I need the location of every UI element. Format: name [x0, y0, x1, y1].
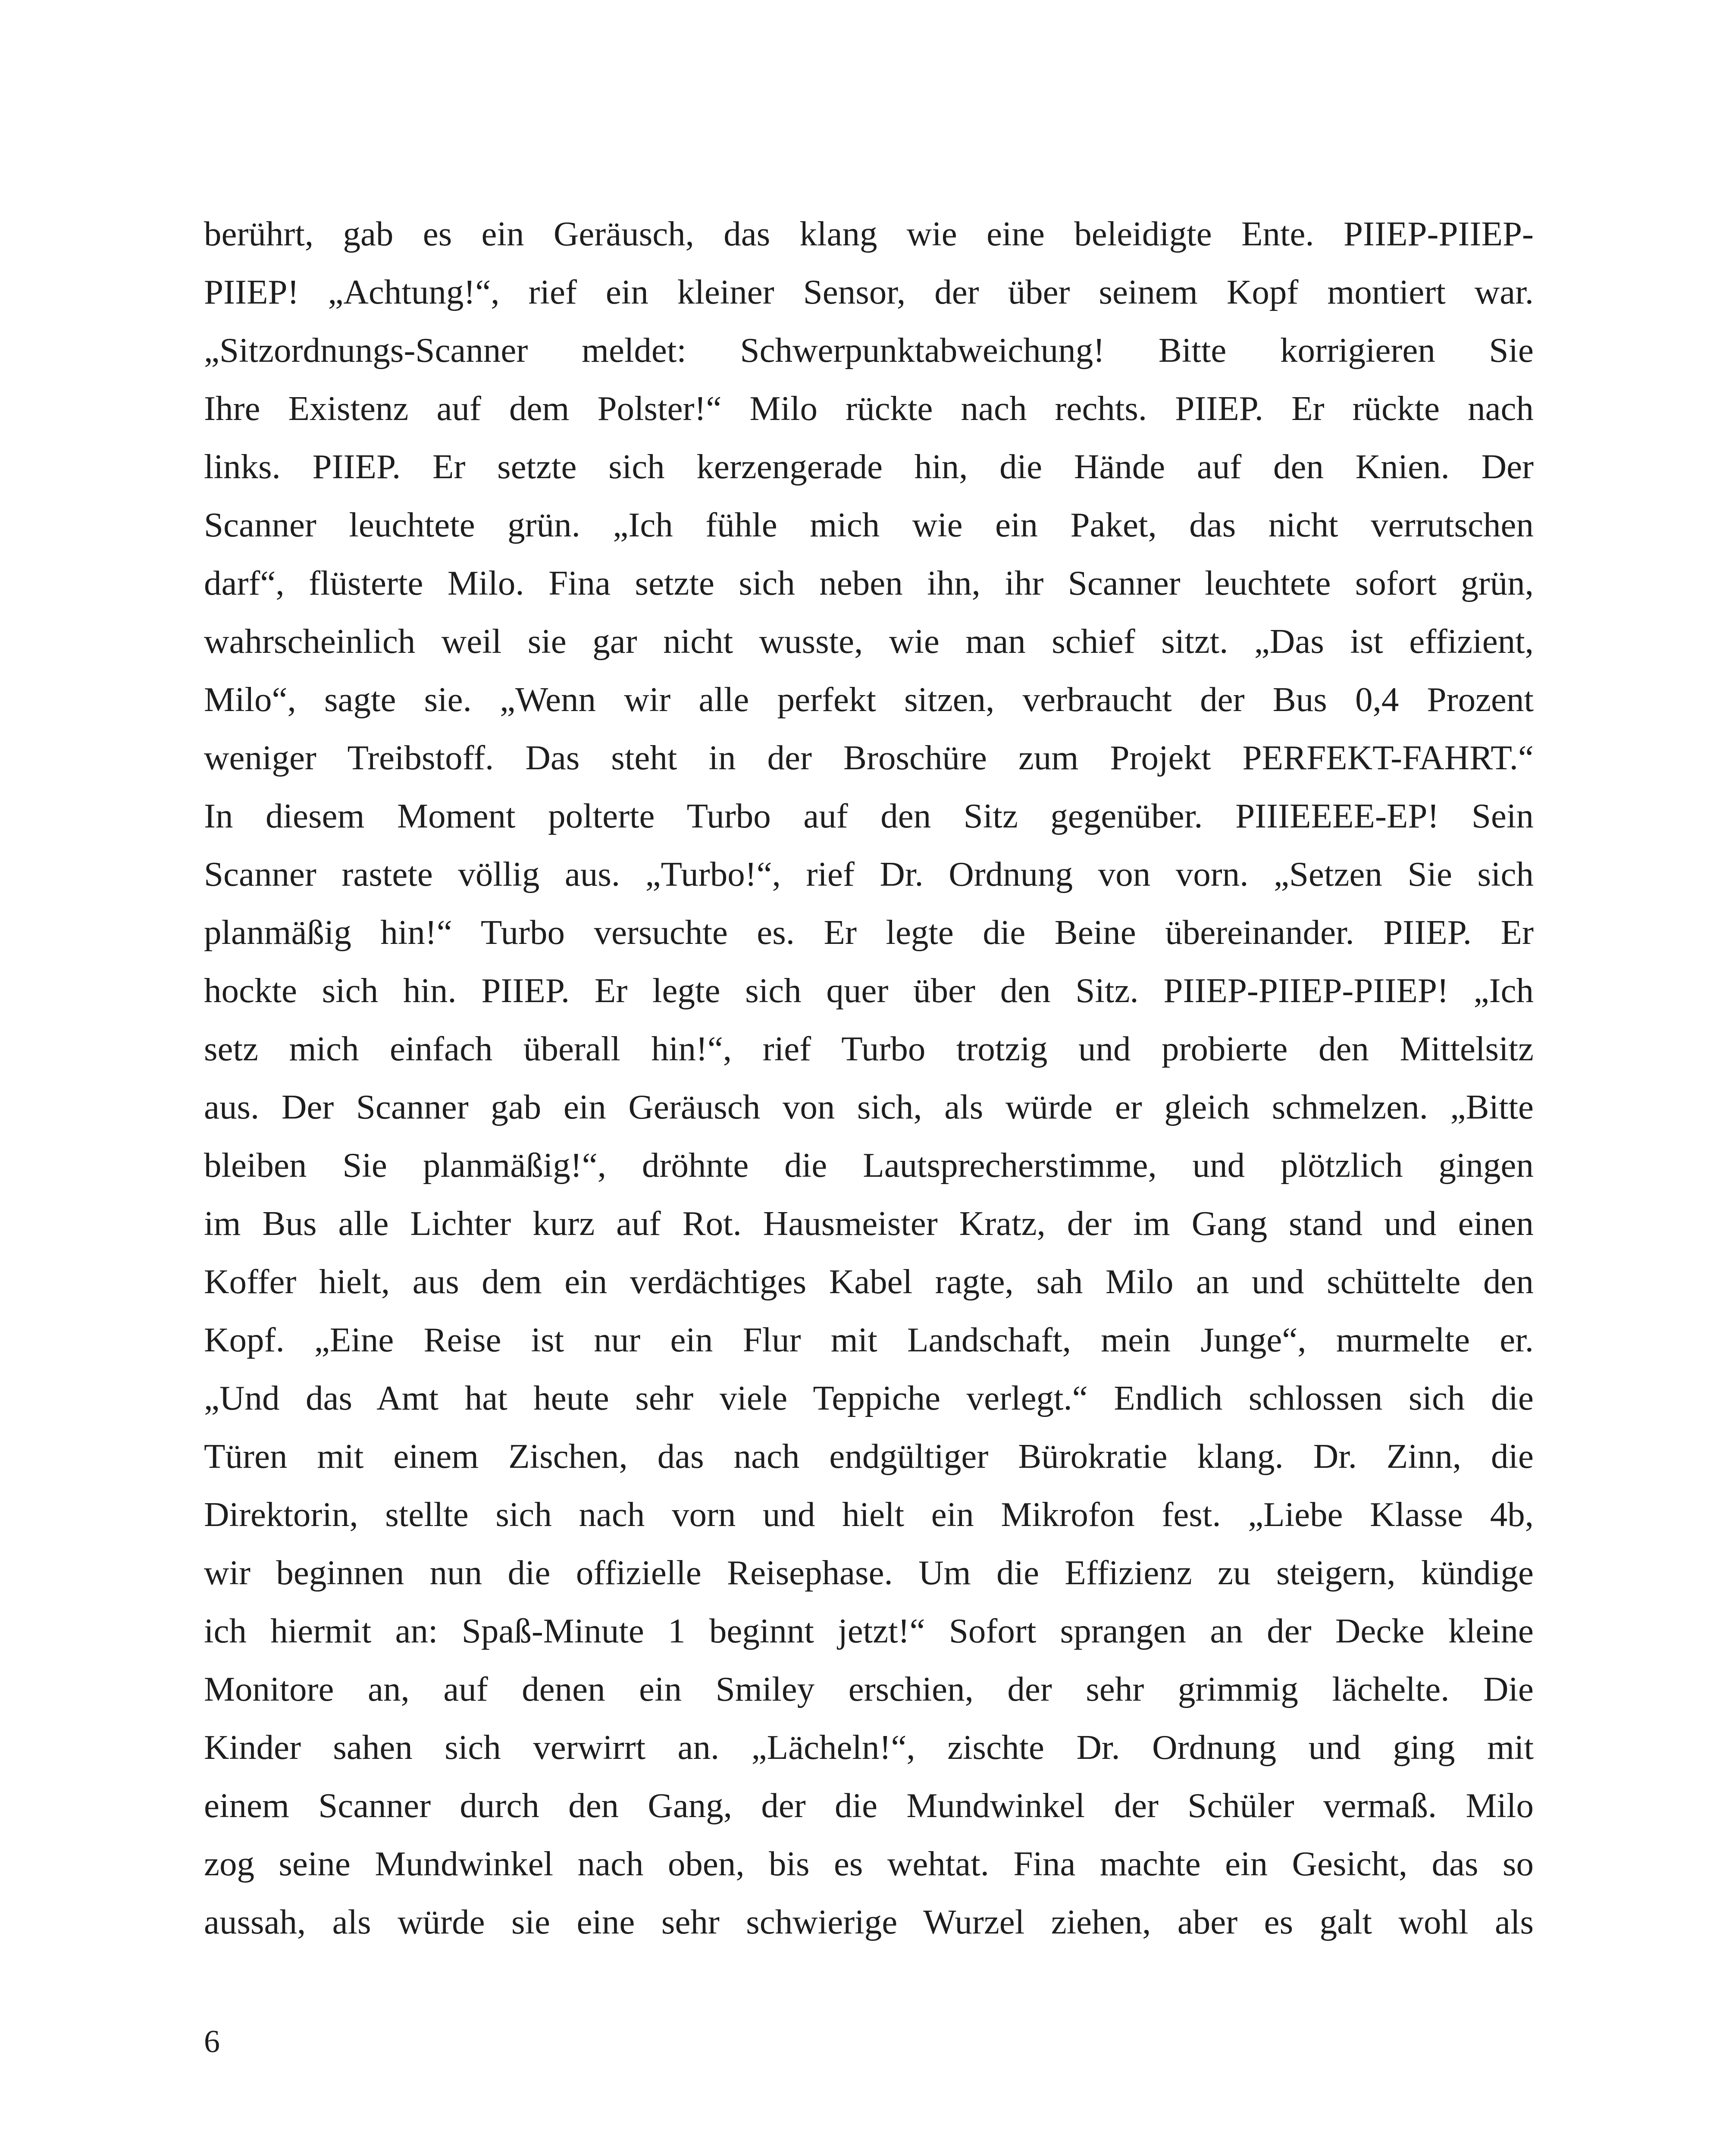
- text-line: „Sitzordnungs-Scanner meldet: Schwerpunktabweichung! Bitte korrigieren Sie: [204, 331, 1534, 370]
- text-line: PIIEP! „Achtung!“, rief ein kleiner Sensor, der über seinem Kopf montiert war.: [204, 273, 1534, 311]
- text-line: aussah, als würde sie eine sehr schwierige Wurzel ziehen, aber es galt wohl als: [204, 1902, 1534, 1941]
- text-line: ich hiermit an: Spaß-Minute 1 beginnt jetzt!“ Sofort sprangen an der Decke kleine: [204, 1611, 1534, 1650]
- text-line: Scanner rastete völlig aus. „Turbo!“, rief Dr. Ordnung von vorn. „Setzen Sie sich: [204, 855, 1534, 893]
- text-line: einem Scanner durch den Gang, der die Mundwinkel der Schüler vermaß. Milo: [204, 1786, 1534, 1825]
- text-line: Kinder sahen sich verwirrt an. „Lächeln!“, zischte Dr. Ordnung und ging mit: [204, 1728, 1534, 1767]
- text-line: darf“, flüsterte Milo. Fina setzte sich neben ihn, ihr Scanner leuchtete sofort grün,: [204, 564, 1534, 602]
- text-line: In diesem Moment polterte Turbo auf den Sitz gegenüber. PIIIEEEE-EP! Sein: [204, 796, 1534, 835]
- text-line: planmäßig hin!“ Turbo versuchte es. Er legte die Beine übereinander. PIIEP. Er: [204, 913, 1534, 952]
- text-line: Türen mit einem Zischen, das nach endgültiger Bürokratie klang. Dr. Zinn, die: [204, 1437, 1534, 1476]
- text-line: Kopf. „Eine Reise ist nur ein Flur mit Landschaft, mein Junge“, murmelte er.: [204, 1320, 1534, 1359]
- text-line: wir beginnen nun die offizielle Reisephase. Um die Effizienz zu steigern, kündige: [204, 1553, 1534, 1592]
- text-line: berührt, gab es ein Geräusch, das klang wie eine beleidigte Ente. PIIEP-PIIEP-: [204, 214, 1534, 253]
- text-line: aus. Der Scanner gab ein Geräusch von sich, als würde er gleich schmelzen. „Bitte: [204, 1087, 1534, 1126]
- text-line: setz mich einfach überall hin!“, rief Turbo trotzig und probierte den Mittelsitz: [204, 1029, 1534, 1068]
- text-line: „Und das Amt hat heute sehr viele Teppiche verlegt.“ Endlich schlossen sich die: [204, 1379, 1534, 1417]
- text-line: links. PIIEP. Er setzte sich kerzengerade hin, die Hände auf den Knien. Der: [204, 447, 1534, 486]
- text-line: Monitore an, auf denen ein Smiley erschien, der sehr grimmig lächelte. Die: [204, 1670, 1534, 1708]
- text-line: im Bus alle Lichter kurz auf Rot. Hausmeister Kratz, der im Gang stand und einen: [204, 1204, 1534, 1243]
- text-line: wahrscheinlich weil sie gar nicht wusste, wie man schief sitzt. „Das ist effizient,: [204, 622, 1534, 661]
- text-line: Ihre Existenz auf dem Polster!“ Milo rückte nach rechts. PIIEP. Er rückte nach: [204, 389, 1534, 428]
- text-line: bleiben Sie planmäßig!“, dröhnte die Lautsprecherstimme, und plötzlich gingen: [204, 1146, 1534, 1185]
- text-line: zog seine Mundwinkel nach oben, bis es wehtat. Fina machte ein Gesicht, das so: [204, 1844, 1534, 1883]
- text-line: Scanner leuchtete grün. „Ich fühle mich wie ein Paket, das nicht verrutschen: [204, 505, 1534, 544]
- text-line: Direktorin, stellte sich nach vorn und hielt ein Mikrofon fest. „Liebe Klasse 4b,: [204, 1495, 1534, 1534]
- text-line: weniger Treibstoff. Das steht in der Broschüre zum Projekt PERFEKT-FAHRT.“: [204, 738, 1534, 777]
- page-number: 6: [204, 2024, 220, 2059]
- text-line: Koffer hielt, aus dem ein verdächtiges Kabel ragte, sah Milo an und schüttelte den: [204, 1262, 1534, 1301]
- text-line: Milo“, sagte sie. „Wenn wir alle perfekt sitzen, verbraucht der Bus 0,4 Prozent: [204, 680, 1534, 719]
- body-text: [204, 205, 1534, 1951]
- text-line: hockte sich hin. PIIEP. Er legte sich quer über den Sitz. PIIEP-PIIEP-PIIEP! „Ich: [204, 971, 1534, 1010]
